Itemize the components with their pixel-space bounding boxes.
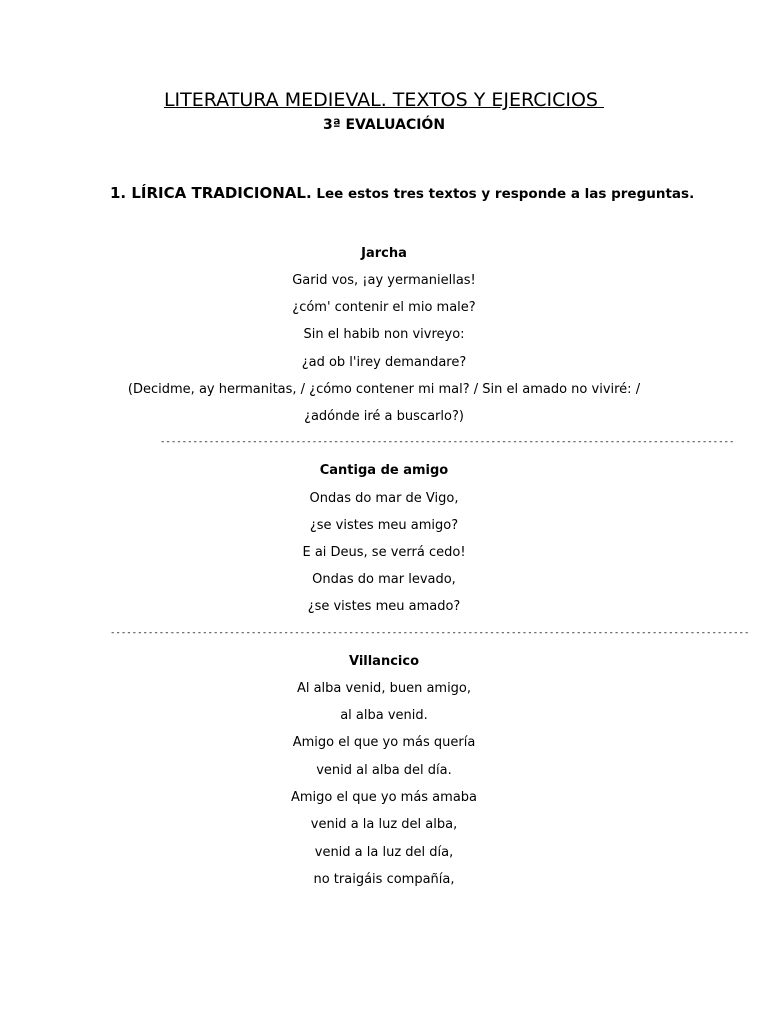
section-heading bbox=[110, 184, 694, 202]
cantiga-line: Ondas do mar levado, bbox=[312, 572, 456, 587]
section-instruction: Lee estos tres textos y responde a las preguntas. bbox=[311, 186, 695, 202]
villancico-line: Al alba venid, buen amigo, bbox=[296, 681, 472, 696]
cantiga-line: ¿se vistes meu amado? bbox=[307, 599, 461, 614]
cantiga-line: ¿se vistes meu amigo? bbox=[309, 518, 459, 533]
document-title: LITERATURA MEDIEVAL. TEXTOS Y EJERCICIOS bbox=[163, 89, 605, 111]
jarcha-line: Sin el habib non vivreyo: bbox=[303, 327, 465, 342]
jarcha-line: ¿cóm' contenir el mio male? bbox=[292, 300, 476, 315]
villancico-line: venid al alba del día. bbox=[316, 763, 452, 778]
document-subtitle: 3ª EVALUACIÓN bbox=[322, 117, 446, 133]
villancico-line: no traigáis compañía, bbox=[313, 872, 455, 887]
separator-line: ---------------------------------------------------------------------------------------------------------- bbox=[160, 437, 735, 447]
section-number-label: 1. LÍRICA TRADICIONAL. bbox=[110, 184, 312, 202]
jarcha-translation-line: ¿adónde iré a buscarlo?) bbox=[304, 409, 464, 424]
poem-title-villancico: Villancico bbox=[348, 654, 420, 669]
cantiga-line: E ai Deus, se verrá cedo! bbox=[302, 545, 466, 560]
jarcha-line: Garid vos, ¡ay yermaniellas! bbox=[292, 273, 476, 288]
jarcha-translation-line: (Decidme, ay hermanitas, / ¿cómo contener mi mal? / Sin el amado no viviré: / bbox=[127, 382, 641, 397]
villancico-line: venid a la luz del alba, bbox=[310, 817, 458, 832]
villancico-line: Amigo el que yo más quería bbox=[292, 735, 476, 750]
cantiga-line: Ondas do mar de Vigo, bbox=[309, 491, 459, 506]
poem-title-cantiga: Cantiga de amigo bbox=[319, 463, 449, 478]
villancico-line: al alba venid. bbox=[340, 708, 428, 723]
separator-line: ---------------------------------------------------------------------------------------------------------------------- bbox=[110, 628, 750, 638]
poem-title-jarcha: Jarcha bbox=[361, 246, 407, 261]
villancico-line: venid a la luz del día, bbox=[314, 845, 454, 860]
jarcha-line: ¿ad ob l'irey demandare? bbox=[301, 355, 467, 370]
villancico-line: Amigo el que yo más amaba bbox=[291, 790, 477, 805]
